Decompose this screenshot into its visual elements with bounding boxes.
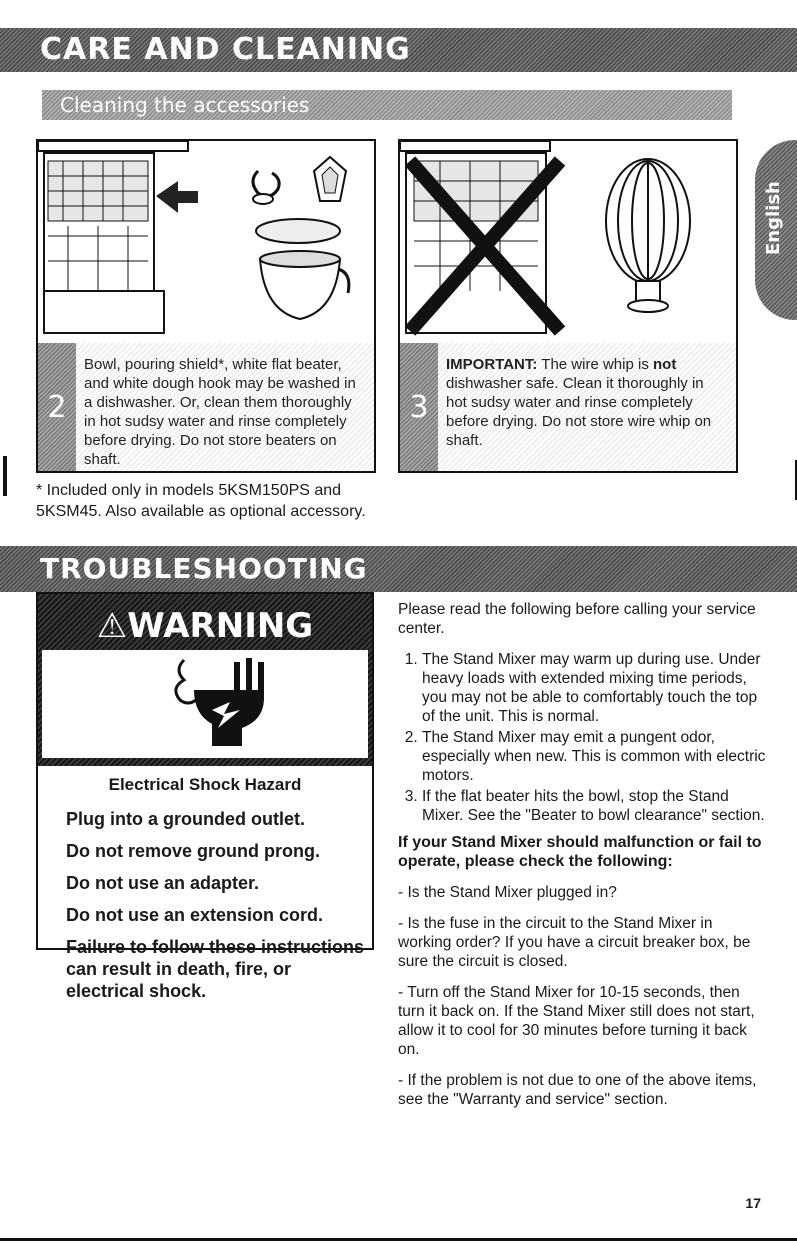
warning-line: Do not use an extension cord. xyxy=(66,905,324,925)
not-emphasis: not xyxy=(653,356,677,373)
warning-hazard: Electrical Shock Hazard xyxy=(108,775,302,794)
page-number: 17 xyxy=(745,1195,761,1211)
troubleshooting-list xyxy=(398,650,770,825)
section-header-troubleshooting xyxy=(0,546,797,592)
step-number: 3 xyxy=(400,343,438,471)
check-item: - If the problem is not due to one of the above items, see the "Warranty and service" section. xyxy=(398,1072,757,1108)
step-3-text-part-2: dishwasher safe. Clean it thoroughly in hot sudsy water and rinse completely before drying. Do not store wire whip on shaft. xyxy=(446,375,712,449)
warning-box xyxy=(36,592,374,1001)
section-title-care: CARE AND CLEANING xyxy=(40,32,411,67)
language-tab xyxy=(755,140,797,320)
check-item: - Is the Stand Mixer plugged in? xyxy=(398,884,617,901)
important-label: IMPORTANT: xyxy=(446,356,538,373)
troubleshooting-intro: Please read the following before calling your service center. xyxy=(398,601,756,637)
step-2-panel xyxy=(36,139,376,473)
check-item: - Is the fuse in the circuit to the Stand Mixer in working order? If you have a circuit breaker box, be sure the circuit is closed. xyxy=(398,915,751,970)
warning-icon-area xyxy=(42,650,368,758)
list-item: 2. The Stand Mixer may emit a pungent odor, especially when new. This is common with electric motors. xyxy=(422,728,770,785)
step-number: 2 xyxy=(38,343,76,471)
check-item: - Turn off the Stand Mixer for 10-15 seconds, then turn it back on. If the Stand Mixer still does not start, allow it to cool for 30 minutes before turning it back on. xyxy=(398,984,755,1058)
step-3-text-part-1: The wire whip is xyxy=(537,356,653,373)
list-item: 1. The Stand Mixer may warm up during use. Under heavy loads with extended mixing time periods, you may not be able to comfortably touch the top of the unit. This is normal. xyxy=(422,650,770,726)
warning-triangle-icon: ⚠ xyxy=(96,606,128,646)
bottom-rule xyxy=(0,1238,797,1241)
margin-mark xyxy=(3,456,7,496)
footnote: * Included only in models 5KSM150PS and 5KSM45. Also available as optional accessory. xyxy=(36,482,366,520)
troubleshooting-text xyxy=(398,600,770,1121)
subsection-title: Cleaning the accessories xyxy=(60,93,310,117)
warning-title xyxy=(38,606,372,646)
step-3-text xyxy=(446,355,724,450)
warning-line: Do not use an adapter. xyxy=(66,873,260,893)
subsection-header xyxy=(42,90,732,120)
section-title-troubleshooting: TROUBLESHOOTING xyxy=(40,552,368,585)
electric-hand-icon xyxy=(42,650,368,758)
malfunction-heading: If your Stand Mixer should malfunction or fail to operate, please check the following: xyxy=(398,834,762,870)
language-tab-label: English xyxy=(763,181,784,255)
warning-line: Failure to follow these instructions can result in death, fire, or electrical shock. xyxy=(66,937,365,1001)
warning-line: Do not remove ground prong. xyxy=(66,841,320,861)
step-3-caption xyxy=(400,343,736,471)
warning-line: Plug into a grounded outlet. xyxy=(66,809,305,829)
warning-title-text: WARNING xyxy=(127,606,314,646)
section-header-care xyxy=(0,28,797,72)
list-item: 3. If the flat beater hits the bowl, stop the Stand Mixer. See the "Beater to bowl clearance" section. xyxy=(422,787,770,825)
warning-text xyxy=(38,774,372,1012)
dishwasher-accessories-illustration xyxy=(38,141,374,341)
step-2-text: Bowl, pouring shield*, white flat beater, and white dough hook may be washed in a dishwasher. Or, clean them thoroughly in hot sudsy water and rinse completely before drying. Do not store beaters on shaft. xyxy=(84,356,356,468)
no-dishwasher-wire-whip-illustration xyxy=(400,141,736,341)
step-2-caption xyxy=(38,343,374,471)
warning-header xyxy=(38,594,372,766)
step-3-panel xyxy=(398,139,738,473)
